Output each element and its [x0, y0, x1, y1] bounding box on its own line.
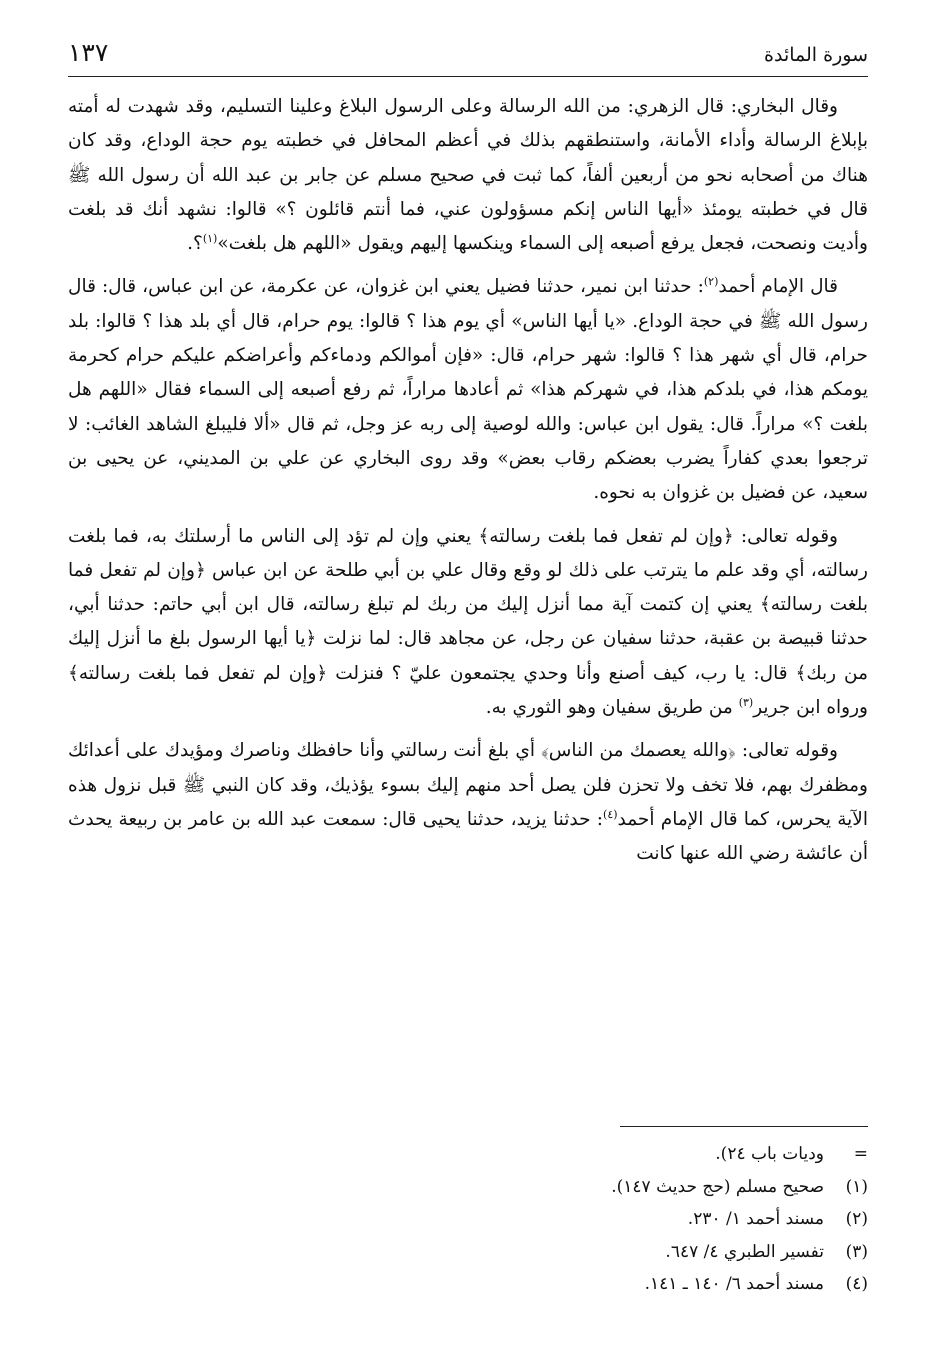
paragraph: قال الإمام أحمد$^{(٢)}$: حدثنا ابن نمير، حدثنا فضيل يعني ابن غزوان، عن عكرمة، عن ابن عباس، قال: قال رسول الله ﷺ في حجة الوداع. «يا أيها الناس» أي يوم هذا ؟ قالوا: يوم حرام، قال أي بلد هذا ؟ قالوا: بلد حرام، قال أي شهر هذا ؟ قالوا: شهر حرام، قال: «فإن أموالكم ودماءكم وأعراضكم عليكم حرام كحرمة يومكم هذا، في بلدكم هذا، في شهركم هذا» ثم أعادها مراراً، ثم رفع أصبعه إلى السماء فقال «اللهم هل بلغت ؟» مراراً. قال: يقول ابن عباس: والله لوصية إلى ربه عز وجل، ثم قال «ألا فليبلغ الشاهد الغائب: لا ترجعوا بعدي كفاراً يضرب بعضكم رقاب بعض» وقد روى البخاري عن علي بن المديني، عن يحيى بن سعيد، عن فضيل بن غزوان به نحوه. [68, 275, 868, 504]
footnote [68, 1138, 868, 1171]
page-header [68, 38, 868, 77]
footnote-text: وديات باب ٢٤). [715, 1144, 824, 1164]
footnote-divider [620, 1126, 868, 1127]
footnote-text: صحيح مسلم (حج حديث ١٤٧). [611, 1176, 824, 1197]
footnotes [68, 1138, 868, 1301]
paragraph: وقوله تعالى: ﴿والله يعصمك من الناس﴾ أي بلغ أنت رسالتي وأنا حافظك وناصرك ومؤيدك على أعدائك ومظفرك بهم، فلا تخف ولا تحزن فلن يصل أحد منهم إليك بسوء يؤذيك، وقد كان النبي ﷺ قبل نزول هذه الآية يحرس، كما قال الإمام أحمد$^{(٤)}$: حدثنا يزيد، حدثنا يحيى قال: سمعت عبد الله بن عامر بن ربيعة يحدث أن عائشة رضي الله عنها كانت [68, 740, 868, 865]
footnote-mark: = [853, 1144, 868, 1164]
footnote-ref: (٣) [738, 695, 754, 709]
footnote-text: مسند أحمد ٦/ ١٤٠ ـ ١٤١. [644, 1274, 824, 1294]
footnote-text: تفسير الطبري ٤/ ٦٤٧. [665, 1241, 824, 1262]
footnote-mark: (١) [845, 1176, 868, 1197]
paragraph: وقال البخاري: قال الزهري: من الله الرسالة وعلى الرسول البلاغ وعلينا التسليم، وقد شهدت له أمته بإبلاغ الرسالة وأداء الأمانة، واستنطقهم بذلك في أعظم المحافل في خطبته يوم حجة الوداع، وقد كان هناك من أصحابه نحو من أربعين ألفاً، كما ثبت في صحيح مسلم عن جابر بن عبد الله أن رسول الله ﷺ قال في خطبته يومئذ «أيها الناس إنكم مسؤولون عني، فما أنتم قائلون ؟» قالوا: نشهد أنك قد بلغت وأديت ونصحت، فجعل يرفع أصبعه إلى السماء وينكسها إليهم ويقول «اللهم هل بلغت»$^{(١)}$؟. [68, 96, 868, 255]
main-text [68, 90, 868, 881]
book-page [68, 38, 868, 1328]
footnote-mark: (٢) [845, 1209, 868, 1229]
footnote [68, 1268, 868, 1301]
footnote-ref: (١) [202, 232, 218, 246]
footnote [68, 1236, 868, 1269]
footnote [68, 1171, 868, 1204]
paragraph: وقوله تعالى: ﴿وإن لم تفعل فما بلغت رسالته﴾ يعني وإن لم تؤد إلى الناس ما أرسلتك به، فما بلغت رسالته، أي وقد علم ما يترتب على ذلك لو وقع وقال علي بن أبي طلحة عن ابن عباس ﴿وإن لم تفعل فما بلغت رسالته﴾ يعني إن كتمت آية مما أنزل إليك من ربك لم تبلغ رسالته، قال ابن أبي حاتم: حدثنا أبي، حدثنا قبيصة بن عقبة، حدثنا سفيان عن رجل، عن مجاهد قال: لما نزلت ﴿يا أيها الرسول بلغ ما أنزل إليك من ربك﴾ قال: يا رب، كيف أصنع وأنا وحدي يجتمعون عليّ ؟ فنزلت ﴿وإن لم تفعل فما بلغت رسالته﴾ ورواه ابن جرير$^{(٣)}$ من طريق سفيان وهو الثوري به. [68, 525, 868, 719]
footnote-ref: (٢) [703, 275, 719, 289]
footnote-text: مسند أحمد ١/ ٢٣٠. [687, 1209, 824, 1229]
footnote-mark: (٣) [845, 1241, 868, 1262]
footnote [68, 1203, 868, 1236]
footnote-ref: (٤) [603, 807, 618, 821]
surah-title: سورة المائدة [764, 44, 868, 66]
footnote-mark: (٤) [845, 1274, 868, 1294]
page-number: ١٣٧ [68, 38, 109, 67]
